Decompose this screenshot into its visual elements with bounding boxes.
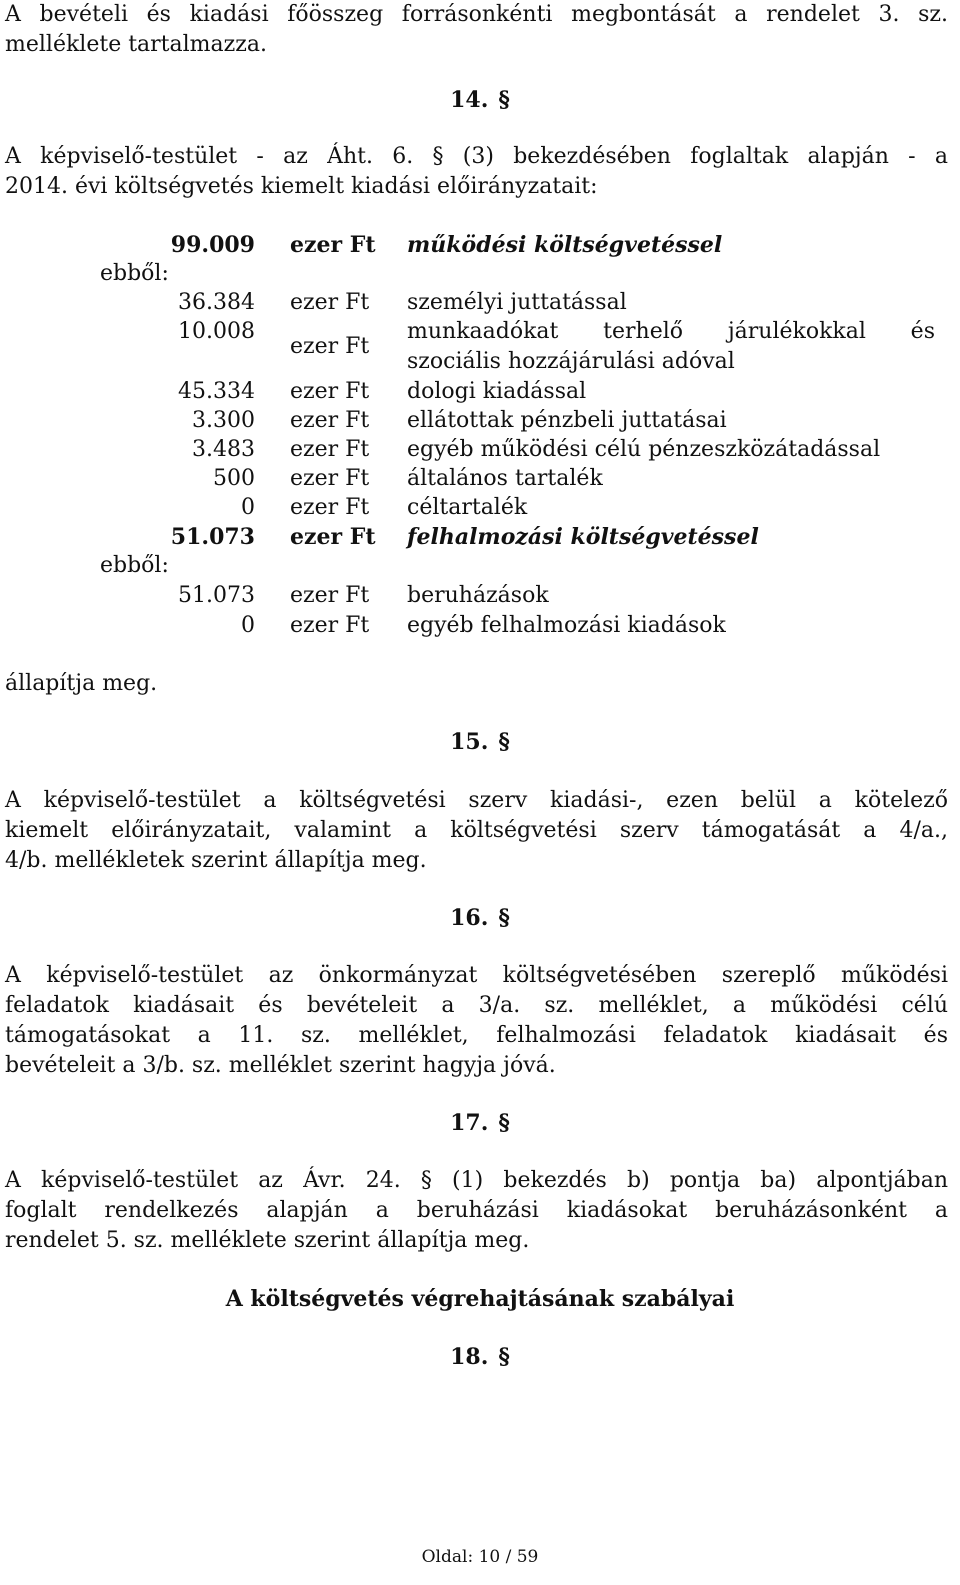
section-sign-icon: § <box>498 729 510 755</box>
item-description: egyéb felhalmozási kiadások <box>407 613 726 638</box>
ebbol-label-1: ebből: <box>100 261 169 286</box>
item-unit: ezer Ft <box>290 379 370 404</box>
allapitja-line: állapítja meg. <box>5 671 158 696</box>
item-row-general-reserve <box>0 464 960 494</box>
item-row-investments <box>0 581 960 611</box>
intro-line-2: melléklete tartalmazza. <box>5 32 267 57</box>
item-row-operating-total <box>0 230 960 260</box>
item-amount: 0 <box>241 613 255 638</box>
item-unit: ezer Ft <box>290 524 376 550</box>
item-row-benefits <box>0 406 960 436</box>
item-amount: 500 <box>213 466 255 491</box>
item-unit: ezer Ft <box>290 334 370 359</box>
section-15-line-1: A képviselő-testület a költségvetési szerv kiadási-, ezen belül a kötelező <box>5 788 948 813</box>
section-15-line-2: kiemelt előirányzatait, valamint a költségvetési szerv támogatását a 4/a., <box>5 818 948 843</box>
intro-paragraph <box>5 0 948 60</box>
section-15-paragraph <box>5 786 948 876</box>
item-unit: ezer Ft <box>290 495 370 520</box>
section-sign-icon: § <box>498 1344 510 1370</box>
section-sign-icon: § <box>498 87 510 113</box>
section-15-heading <box>0 727 960 757</box>
item-unit: ezer Ft <box>290 437 370 462</box>
item-description: ellátottak pénzbeli juttatásai <box>407 408 727 433</box>
section-18-number: 18. <box>450 1344 489 1370</box>
item-description: céltartalék <box>407 495 528 520</box>
section-17-number: 17. <box>450 1110 489 1136</box>
item-amount: 0 <box>241 495 255 520</box>
page-number-footer: Oldal: 10 / 59 <box>421 1547 539 1567</box>
item-unit: ezer Ft <box>290 408 370 433</box>
item-amount: 3.483 <box>192 437 255 462</box>
item-description: személyi juttatással <box>407 290 627 315</box>
item-amount: 45.334 <box>178 379 255 404</box>
section-14-heading <box>0 85 960 115</box>
item-description: általános tartalék <box>407 466 603 491</box>
item-unit: ezer Ft <box>290 232 376 258</box>
item-amount: 10.008 <box>178 319 255 344</box>
chapter-title: A költségvetés végrehajtásának szabályai <box>225 1286 735 1312</box>
item-description: dologi kiadással <box>407 379 587 404</box>
item-description-line-2: szociális hozzájárulási adóval <box>407 349 735 374</box>
section-14-paragraph <box>5 142 948 202</box>
item-description: egyéb működési célú pénzeszközátadással <box>407 437 881 462</box>
item-row-capital-total <box>0 522 960 552</box>
section-sign-icon: § <box>498 905 510 931</box>
section-18-heading <box>0 1342 960 1372</box>
item-unit: ezer Ft <box>290 290 370 315</box>
section-16-line-2: feladatok kiadásait és bevételeit a 3/a. sz. melléklet, a működési célú <box>5 993 948 1018</box>
section-sign-icon: § <box>498 1110 510 1136</box>
section-16-number: 16. <box>450 905 489 931</box>
section-16-line-1: A képviselő-testület az önkormányzat költségvetésében szereplő működési <box>5 963 948 988</box>
ebbol-label-2: ebből: <box>100 553 169 578</box>
section-17-heading <box>0 1108 960 1138</box>
section-16-line-3: támogatásokat a 11. sz. melléklet, felhalmozási feladatok kiadásait és <box>5 1023 948 1048</box>
item-row-targeted-reserve <box>0 493 960 523</box>
section-14-line-1: A képviselő-testület - az Áht. 6. § (3) bekezdésében foglaltak alapján - a <box>5 144 948 169</box>
item-amount: 36.384 <box>178 290 255 315</box>
section-16-paragraph <box>5 961 948 1081</box>
section-16-heading <box>0 903 960 933</box>
item-unit: ezer Ft <box>290 613 370 638</box>
item-unit: ezer Ft <box>290 583 370 608</box>
section-14-number: 14. <box>450 87 489 113</box>
item-amount: 51.073 <box>178 583 255 608</box>
item-row-material <box>0 377 960 407</box>
item-description-line-1: munkaadókat terhelő járulékokkal és <box>407 319 935 344</box>
item-amount: 51.073 <box>170 524 255 550</box>
item-description: beruházások <box>407 583 549 608</box>
section-17-paragraph <box>5 1166 948 1256</box>
item-row-employer-contributions <box>0 317 960 377</box>
intro-line-1: A bevételi és kiadási főösszeg forrásonkénti megbontását a rendelet 3. sz. <box>5 2 948 27</box>
item-amount: 3.300 <box>192 408 255 433</box>
item-row-other-operating <box>0 435 960 465</box>
item-description: felhalmozási költségvetéssel <box>407 524 759 550</box>
section-17-line-1: A képviselő-testület az Ávr. 24. § (1) bekezdés b) pontja ba) alpontjában <box>5 1168 948 1193</box>
item-amount: 99.009 <box>170 232 255 258</box>
section-15-line-3: 4/b. mellékletek szerint állapítja meg. <box>5 848 427 873</box>
item-row-personnel <box>0 288 960 318</box>
section-14-line-2: 2014. évi költségvetés kiemelt kiadási előirányzatait: <box>5 174 598 199</box>
section-17-line-3: rendelet 5. sz. melléklete szerint állapítja meg. <box>5 1228 530 1253</box>
item-description: működési költségvetéssel <box>407 232 723 258</box>
section-17-line-2: foglalt rendelkezés alapján a beruházási kiadásokat beruházásonként a <box>5 1198 948 1223</box>
item-row-other-capital <box>0 611 960 641</box>
section-15-number: 15. <box>450 729 489 755</box>
item-unit: ezer Ft <box>290 466 370 491</box>
section-16-line-4: bevételeit a 3/b. sz. melléklet szerint hagyja jóvá. <box>5 1053 556 1078</box>
